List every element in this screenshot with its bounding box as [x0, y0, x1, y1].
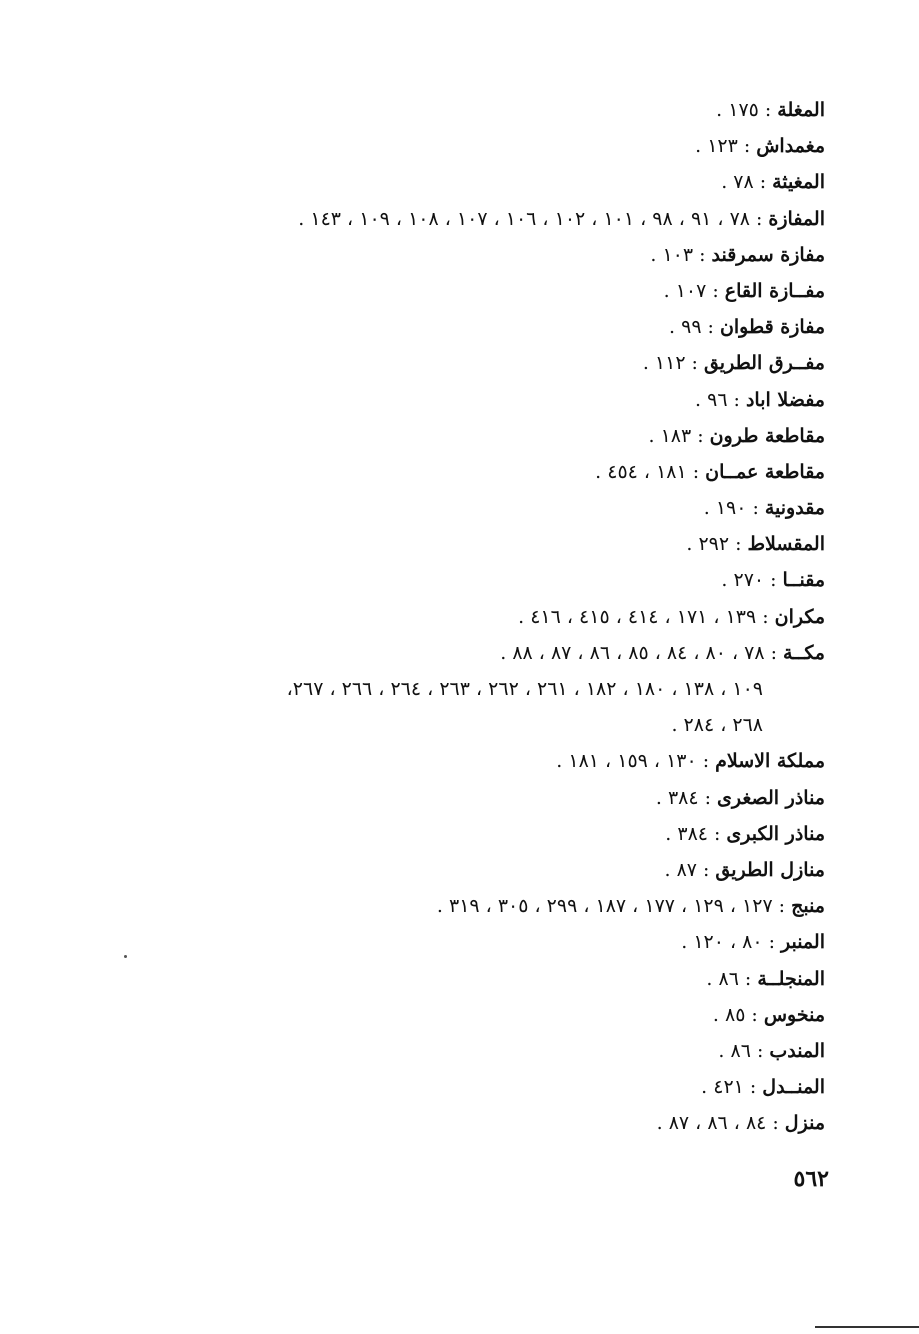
entry-page-refs: ٣٨٤ .	[665, 822, 708, 845]
index-entry	[85, 780, 825, 816]
entry-page-refs: ٩٩ .	[669, 316, 702, 339]
entry-separator: :	[768, 931, 775, 954]
entry-name: المغلة	[777, 99, 825, 121]
entry-page-refs: ٢٩٢ .	[686, 533, 730, 556]
entry-name: مفــرق الطريق	[703, 352, 825, 375]
entry-page-refs: ٨٧ .	[664, 858, 698, 881]
index-entry	[85, 1105, 825, 1141]
entry-page-refs: ١٨١ ، ٤٥٤ .	[595, 460, 687, 483]
entry-separator: :	[703, 858, 710, 881]
entry-separator: :	[699, 243, 706, 266]
entry-page-refs: ٧٨ .	[721, 171, 754, 194]
entry-separator: :	[735, 533, 742, 556]
index-entry	[85, 816, 825, 852]
entry-page-refs: ١٣٠ ، ١٥٩ ، ١٨١ .	[556, 750, 697, 773]
entry-separator: :	[778, 895, 786, 918]
entry-separator: :	[743, 135, 751, 158]
stray-dot	[124, 955, 127, 958]
entry-page-refs: ٤٢١ .	[701, 1076, 744, 1099]
entry-separator: :	[752, 497, 759, 520]
entry-separator: :	[712, 279, 719, 302]
index-entry	[85, 382, 825, 418]
index-entry	[85, 888, 825, 924]
entry-name: مفازة سمرقند	[711, 243, 825, 266]
index-entry	[85, 454, 825, 490]
index-entry	[85, 599, 825, 635]
entry-separator: :	[744, 967, 752, 990]
entry-name: منخوس	[763, 1003, 825, 1026]
entry-name: منبج	[791, 895, 825, 918]
entry-separator: :	[764, 99, 772, 121]
index-entry	[85, 418, 825, 454]
entry-page-refs: ٨٦ .	[706, 967, 739, 990]
index-entry	[85, 273, 825, 309]
entry-separator: :	[707, 316, 714, 339]
entry-name: مكران	[774, 605, 825, 628]
entry-separator: :	[691, 352, 698, 375]
entry-separator: :	[759, 171, 767, 194]
entry-name: المغيثة	[772, 171, 825, 194]
entry-separator: :	[704, 786, 711, 809]
entry-page-refs: ٢٧٠ .	[721, 569, 765, 592]
entry-page-refs: ٩٦ .	[695, 388, 728, 411]
entry-name: مفــازة القاع	[724, 279, 825, 302]
entry-page-refs: ١٢٣ .	[695, 135, 738, 158]
entry-separator: :	[762, 605, 769, 628]
entry-page-refs: ١٠٣ .	[650, 243, 694, 266]
entry-page-refs: ١٢٧ ، ١٢٩ ، ١٧٧ ، ١٨٧ ، ٢٩٩ ، ٣٠٥ ، ٣١٩ .	[436, 895, 773, 918]
entry-separator: :	[713, 822, 721, 845]
entry-name: مقدونية	[764, 497, 825, 520]
entry-page-refs: ١٠٩ ، ١٣٨ ، ١٨٠ ، ١٨٢ ، ٢٦١ ، ٢٦٢ ، ٢٦٣ ، ٢٦٤ ، ٢٦٦ ، ٢٦٧،	[286, 678, 763, 700]
entry-name: مفضلا اباد	[745, 388, 825, 411]
entry-page-refs: ١٨٣ .	[648, 424, 692, 447]
index-entry	[85, 707, 825, 743]
entry-separator: :	[749, 1076, 757, 1099]
index-entry	[85, 671, 825, 707]
entry-name: مقاطعة طرون	[709, 424, 825, 447]
index-entry	[85, 237, 825, 273]
entry-name: المفازة	[768, 207, 825, 230]
entry-name: المنبر	[780, 931, 825, 954]
index-entry	[85, 635, 825, 671]
entry-separator: :	[751, 1003, 758, 1026]
entry-separator: :	[770, 641, 777, 664]
index-entry	[85, 961, 825, 997]
entry-separator: :	[733, 388, 740, 411]
entry-name: المقسلاط	[747, 533, 825, 556]
entry-page-refs: ١٠٧ .	[663, 279, 707, 302]
entry-separator: :	[770, 569, 777, 592]
entry-name: منازل الطريق	[715, 858, 825, 881]
entry-separator: :	[756, 1039, 764, 1062]
entry-name: مغمداش	[756, 135, 825, 158]
entry-separator: :	[756, 207, 763, 230]
entry-page-refs: ١١٢ .	[642, 352, 686, 375]
index-entry	[85, 164, 825, 200]
entry-name: المنــدل	[762, 1076, 825, 1099]
entry-name: مملكة الاسلام	[715, 750, 825, 773]
entry-page-refs: ١٧٥ .	[716, 99, 759, 121]
bottom-rule	[815, 1326, 919, 1328]
entry-page-refs: ٨٠ ، ١٢٠ .	[681, 931, 763, 954]
index-entry	[85, 997, 825, 1033]
entry-name: مقنــا	[782, 569, 825, 592]
entry-page-refs: ٢٦٨ ، ٢٨٤ .	[671, 714, 763, 737]
entry-page-refs: ١٣٩ ، ١٧١ ، ٤١٤ ، ٤١٥ ، ٤١٦ .	[518, 605, 757, 628]
index-entry	[85, 526, 825, 562]
entry-name: منزل	[784, 1112, 825, 1135]
entry-separator: :	[772, 1112, 779, 1135]
entry-name: مناذر الكبرى	[726, 822, 825, 845]
index-entry	[85, 562, 825, 598]
entry-name: المنجلــة	[757, 967, 825, 990]
entry-page-refs: ٨٥ .	[712, 1003, 746, 1026]
index-entry	[85, 1033, 825, 1069]
entry-page-refs: ٧٨ ، ٩١ ، ٩٨ ، ١٠١ ، ١٠٢ ، ١٠٦ ، ١٠٧ ، ١٠٨ ، ١٠٩ ، ١٤٣ .	[298, 207, 750, 230]
entry-name: مقاطعة عمــان	[705, 460, 825, 483]
entry-separator: :	[702, 750, 710, 773]
entry-page-refs: ٧٨ ، ٨٠ ، ٨٤ ، ٨٥ ، ٨٦ ، ٨٧ ، ٨٨ .	[500, 641, 765, 664]
entry-name: مكــة	[783, 641, 825, 664]
index-entry	[85, 490, 825, 526]
entry-name: مفازة قطوان	[719, 316, 825, 339]
entry-page-refs: ١٩٠ .	[703, 497, 747, 520]
entry-name: المندب	[769, 1039, 825, 1062]
entry-page-refs: ٨٦ .	[718, 1039, 751, 1062]
index-entry	[85, 92, 825, 128]
entry-name: مناذر الصغرى	[716, 786, 825, 809]
index-entry	[85, 924, 825, 960]
index-entry	[85, 743, 825, 779]
index-entry	[85, 852, 825, 888]
index-entry	[85, 201, 825, 237]
entry-page-refs: ٨٤ ، ٨٦ ، ٨٧ .	[656, 1112, 767, 1135]
entry-separator: :	[697, 424, 704, 447]
index-entry	[85, 345, 825, 381]
page-number: ٥٦٢	[793, 1166, 829, 1192]
index-entry	[85, 1069, 825, 1105]
index-entry	[85, 309, 825, 345]
entry-separator: :	[692, 460, 700, 483]
index-entries	[85, 92, 825, 1141]
index-entry	[85, 128, 825, 164]
entry-page-refs: ٣٨٤ .	[655, 786, 699, 809]
